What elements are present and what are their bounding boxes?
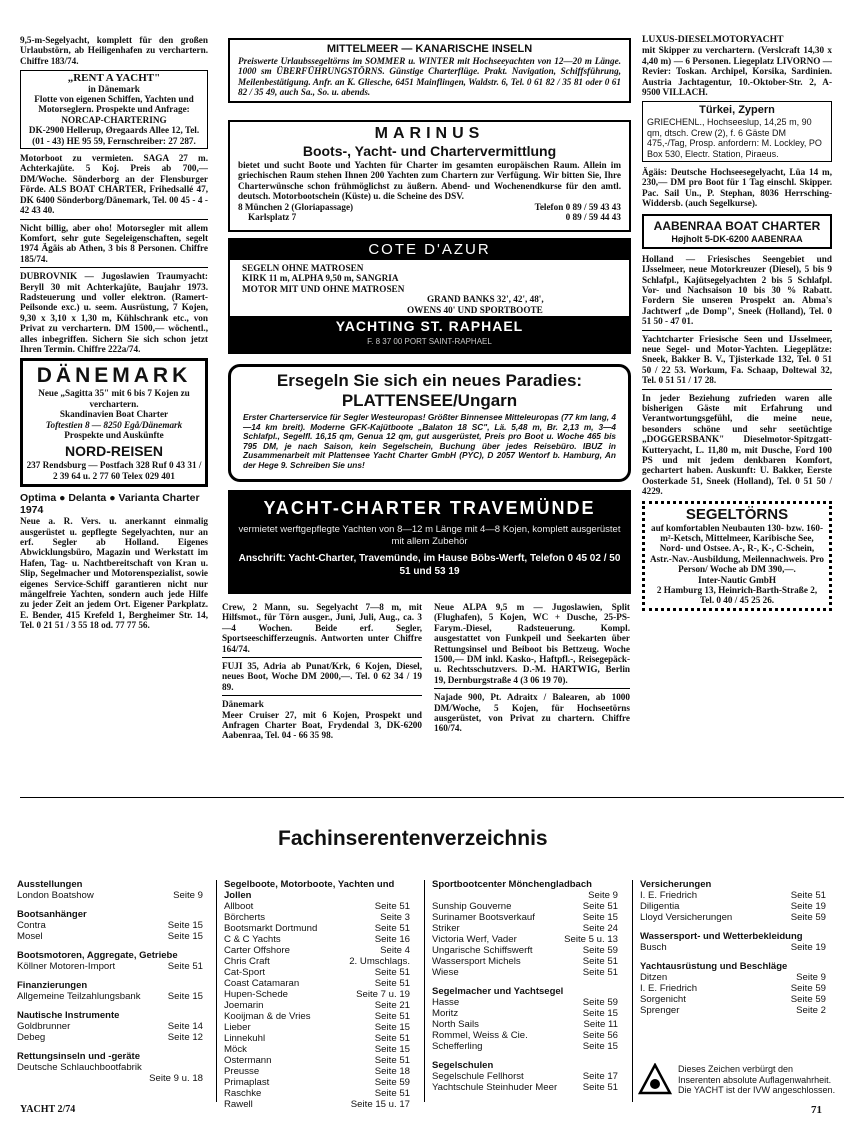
index-row: [224, 1011, 410, 1022]
ad-address: 8 München 2 (Gloriapassage): [238, 201, 354, 212]
index-row: [224, 934, 410, 945]
index-row: [432, 967, 618, 978]
ad-phone: Telefon 0 89 / 59 43 43: [534, 201, 621, 212]
classified-ad: Holland — Friesisches Seengebiet und IJsselmeer, neue Motorkreuzer (Diesel), 5 bis 9 Schlafpl., Kajütsegelyachten 2 bis 5 Schlafpl. Vor- und Nachsaison 10 bis 30 % Rabatt. Fordern Sie unseren Prospekt an. Abma's Jachtwerf „de Domp", Sneek (Holland), Tel. 0 51 50 - 47 01.: [642, 253, 832, 327]
index-advertiser: Victoria Werf, Vader: [432, 934, 517, 945]
ad-line: SEGELN OHNE MATROSEN: [242, 263, 364, 273]
index-row: [640, 912, 826, 923]
ad-body: [230, 260, 629, 315]
index-page-ref: Seite 21: [374, 1000, 410, 1011]
index-row: [224, 956, 410, 967]
index-page-ref: Seite 18: [374, 1066, 410, 1077]
ad-title: Optima ● Delanta ● Varianta Charter 1974: [20, 492, 200, 517]
index-page-ref: Seite 59: [582, 945, 618, 956]
index-advertiser: Wiese: [432, 967, 459, 978]
index-row: [432, 1008, 618, 1019]
index-row: [224, 1066, 410, 1077]
index-page-ref: Seite 19: [790, 942, 826, 953]
index-category-heading: Yachtausrüstung und Beschläge: [640, 961, 788, 972]
ad-title: SEGELTÖRNS: [685, 505, 789, 523]
index-advertiser: Chris Craft: [224, 956, 270, 967]
index-page-ref: Seite 9: [173, 890, 203, 901]
index-page-ref: Seite 59: [374, 1077, 410, 1088]
index-advertiser: Striker: [432, 923, 460, 934]
column-mid-right: [434, 602, 630, 734]
ad-tuerkei: [642, 101, 832, 162]
index-advertiser: Schefferling: [432, 1041, 483, 1052]
index-row: [17, 991, 203, 1002]
index-advertiser: Hasse: [432, 997, 460, 1008]
index-row: [224, 1000, 410, 1011]
index-row: [224, 989, 410, 1000]
index-page-ref: Seite 15: [167, 991, 203, 1002]
index-page-ref: Seite 15: [582, 1041, 618, 1052]
index-advertiser: Joemarin: [224, 1000, 264, 1011]
ad-subtitle: in Dänemark: [88, 83, 140, 94]
index-row: [224, 1077, 410, 1088]
ad-body: Erster Charterservice für Segler Westeuropas! Größter Binnensee Mitteleuropas (77 km lang, 4—14 km breit). Moderne GFK-Kajütboote „Balaton 18 SC", Lä. 5,48 m, Br. 2,13 m, 3—4 Schlafpl., Segelfl. 16,15 qm, Genua 12 qm, gut ausgerüstet, Preis pro Boot u. Woche 465 bis 795 DM, je nach Saison, kein Segelschein, Buchung über jedes Reisebüro. IBUZ in Zusammenarbeit mit Plattensee Yacht Charter GmbH (PYC), D 2057 Wentorf b. Hamburg, An der Hege 9. Schreiben Sie uns!: [243, 412, 616, 470]
index-advertiser: Börcherts: [224, 912, 266, 923]
index-row: [432, 945, 618, 956]
index-advertiser: Sorgenicht: [640, 994, 686, 1005]
ad-subtitle: Højholt 5-DK-6200 AABENRAA: [671, 233, 803, 244]
classified-ad: Neue ALPA 9,5 m — Jugoslawien, Split (Flughafen), 5 Kojen, WC + Dusche, 25-PS-Farym.-Diesel, Radsteuerung. Kompl. ausgestattet von Funkpeil und Seekarten über Rettungsinsel und Beiboot bis Bettzeug. Woche 1500,— DM inkl. Kasko-, Haftpfl.-, Reisegepäck- u. Rechtsschutzvers. D.-M. HARTWIG, Berlin 19, Dernburgstraße 4 (3 06 19 70).: [434, 602, 630, 685]
index-advertiser: Kooijman & de Vries: [224, 1011, 311, 1022]
index-page-ref: Seite 2: [796, 1005, 826, 1016]
ad-company: NORCAP-CHARTERING: [61, 114, 167, 125]
ad-body: vermietet werftgepflegte Yachten von 8—12 m Länge mit 4—8 Kojen, komplett ausgerüstet mit allem Zubehör: [238, 524, 621, 547]
index-page-ref: Seite 51: [374, 923, 410, 934]
index-advertiser: Lloyd Versicherungen: [640, 912, 733, 923]
index-advertiser: Moritz: [432, 1008, 459, 1019]
classified-ad: FUJI 35, Adria ab Punat/Krk, 6 Kojen, Diesel, neues Boot, Woche DM 2000,—. Tel. 0 62 34 / 19 89.: [222, 661, 422, 692]
classified-ad: Nicht billig, aber oho! Motorsegler mit allem Komfort, sehr gute Segeleigenschaften, segelt 1974 Ägäis ab Athen, 3 bis 8 Personen. Chiffre 185/74.: [20, 222, 208, 264]
index-page-ref: Seite 51: [374, 1033, 410, 1044]
index-category-heading: Nautische Instrumente: [17, 1010, 120, 1021]
index-page-ref: Seite 51: [582, 1082, 618, 1093]
index-row: [432, 923, 618, 934]
index-page-ref: Seite 51: [374, 1011, 410, 1022]
column-mid-left: [222, 602, 422, 741]
index-row: [17, 1021, 203, 1032]
index-row: [17, 920, 203, 931]
index-row: [432, 912, 618, 923]
index-page-ref: Seite 15: [167, 931, 203, 942]
index-advertiser: Möck: [224, 1044, 247, 1055]
index-advertiser: Primaplast: [224, 1077, 270, 1088]
index-page-ref: Seite 11: [583, 1019, 618, 1030]
index-title: Fachinserentenverzeichnis: [278, 827, 548, 850]
classified-ad: DUBROVNIK — Jugoslawien Traumyacht: Beryll 30 mit Achterkajüte, Baujahr 1973. Radsteuerung und voller elektron. (Ramert-Peilsonde exc.) u. seem. Ausrüstung, 7 Kojen, 9,30 x 3,10 x 1,30 m, Kühlschrank etc., von Privat zu verchartern. DM 1500,— wöchentl., alles inbegriffen. Sichern Sie sich schon jetzt Ihren Termin. Chiffre 222a/74.: [20, 271, 208, 354]
index-row: [640, 983, 826, 994]
index-row: [432, 997, 618, 1008]
ad-address: DK-2900 Hellerup, Øregaards Allee 12, Tel. (01 - 43) HE 95 59, Fernschreiber: 27 287.: [28, 125, 200, 146]
ad-title: LUXUS-DIESELMOTORYACHT: [642, 34, 784, 45]
index-page-ref: Seite 51: [374, 967, 410, 978]
index-column: [224, 879, 410, 1110]
index-advertiser: Debeg: [17, 1032, 46, 1043]
index-row: [432, 934, 618, 945]
index-column: [640, 879, 826, 1016]
index-advertiser: I. E. Friedrich: [640, 890, 698, 901]
ad-address: Karlsplatz 7: [248, 212, 297, 223]
index-row: [640, 972, 826, 983]
index-advertiser: Carter Offshore: [224, 945, 290, 956]
index-row: [640, 1005, 826, 1016]
index-page-ref: Seite 19: [790, 901, 826, 912]
ad-daenemark: [20, 358, 208, 487]
index-row: [17, 1062, 203, 1073]
index-col-rule: [424, 880, 425, 1102]
index-advertiser: Ostermann: [224, 1055, 272, 1066]
index-page-ref: Seite 51: [582, 956, 618, 967]
ad-band-phone: F. 8 37 00 PORT SAINT-RAPHAEL: [367, 337, 492, 346]
footer-issue: YACHT 2/74: [20, 1104, 76, 1115]
classified-ad: Najade 900, Pt. Adraitx / Balearen, ab 1000 DM/Woche, 5 Kojen, für Hochseetörns ausgerüstet, von Privat zu chartern. Chiffre 160/74.: [434, 692, 630, 734]
index-page-ref: Seite 51: [374, 1088, 410, 1099]
ad-body: GRIECHENL., Hochseeslup, 14,25 m, 90 qm, dtsch. Crew (2), f. 6 Gäste DM 475,-/Tag, Prosp. anfordern: M. Lockley, PO Box 530, Electr. Station, Piraeus.: [647, 117, 822, 159]
ivw-logo: [638, 1063, 672, 1097]
index-advertiser: Deutsche Schlauchbootfabrik: [17, 1062, 142, 1073]
index-row: [640, 994, 826, 1005]
index-page-ref: Seite 51: [374, 901, 410, 912]
index-row: [432, 890, 618, 901]
index-row: [17, 890, 203, 901]
index-row: [432, 956, 618, 967]
index-category-heading: Wassersport- und Wetterbekleidung: [640, 931, 803, 942]
index-advertiser: Mosel: [17, 931, 43, 942]
index-row: [17, 931, 203, 942]
index-advertiser: Ungarische Schiffswerft: [432, 945, 533, 956]
index-page-ref: Seite 51: [374, 978, 410, 989]
index-row: [224, 967, 410, 978]
ad-segeltoerns: [642, 501, 832, 611]
classified-ad: Motorboot zu vermieten. SAGA 27 m. Achterkajüte. 5 Koj. Preis ab 700,— DM/Woche. Sönderborg an der Flensburger Förde. ALS BOAT CHARTER, Frihedsallé 47, DK 6400 Sönderborg/Dänemark, Tel. 00 45 - 4 - 42 43 40.: [20, 153, 208, 216]
section-divider: [20, 797, 844, 798]
ad-title: MARINUS: [374, 125, 485, 142]
index-row: [432, 1030, 618, 1041]
index-advertiser: Raschke: [224, 1088, 262, 1099]
index-col-rule: [632, 880, 633, 1102]
index-page-ref: Seite 51: [167, 961, 203, 972]
index-advertiser: Ditzen: [640, 972, 668, 983]
index-row: [224, 1099, 410, 1110]
ad-body: bietet und sucht Boote und Yachten für Charter im gesamten europäischen Raum. Allein im griechischen Raum stehen Ihnen 200 Yachten zum Chartern zur Verfügung. Wir bitten Sie, Ihre Charterwünsche schon frühmöglichst zu äußern. Abend- und Wochenendkurse für den amtl. deutsch. Motorbootschein (Küste) u. die Scheine des DSV.: [238, 160, 621, 202]
ad-body: Preiswerte Urlaubssegeltörns im SOMMER u. WINTER mit Hochseeyachten von 12—20 m Länge. 1000 sm ÜBERFÜHRUNGSTÖRNS. Günstige Charterflüge. Prakt. Navigation, Schiffsführung, Meilenbestätigung. Anfr. an K. Gliesche, 6451 Mainflingen, Waldstr. 6, Tel. 0 61 82 / 35 81 oder 0 61 82 / 35 49, auch Sa., So. u. abends.: [238, 56, 621, 98]
ad-body: Flotte von eigenen Schiffen, Yachten und Motorseglern. Prospekte und Anfrage:: [34, 94, 194, 115]
index-category-heading: Versicherungen: [640, 879, 712, 890]
index-page-ref: Seite 15: [374, 1044, 410, 1055]
index-page-ref: Seite 24: [582, 923, 618, 934]
ad-title: Ersegeln Sie sich ein neues Paradies: PLATTENSEE/Ungarn: [276, 371, 583, 410]
divider: [642, 389, 832, 390]
index-advertiser: Sprenger: [640, 1005, 680, 1016]
ad-title: YACHT-CHARTER TRAVEMÜNDE: [263, 498, 596, 518]
ad-line: GRAND BANKS 32', 42', 48',: [427, 294, 544, 305]
classified-ad: Neue a. R. Vers. u. anerkannt einmalig ausgerüstet u. gepflegte Segelyachten, nur an erf. Segler ab Holland. Eigenes Abwicklungsbüro, Magazin und Werkstatt im Hafen, Tag- u. Nachtbereitschaft von Kran u. Slip, Segelmacher und Motorenspezialist, sowie eigenes Service-Schiff garantieren nicht nur mängelfreie Yachten, sondern auch jede Hilfe zu jeder Zeit an jedem Ort. Eigener Parkplatz. E. Bender, 415 Krefeld 1, Bergheimer Str. 14, Tel. 0 21 51 / 3 55 18 od. 77 77 56.: [20, 516, 208, 631]
ad-title: „RENT A YACHT": [67, 72, 161, 85]
index-advertiser: Lieber: [224, 1022, 251, 1033]
index-row: [224, 1088, 410, 1099]
ad-subtitle: Boots-, Yacht- und Chartervermittlung: [302, 143, 557, 159]
ad-company: Inter-Nautic GmbH: [698, 574, 776, 585]
index-row: [224, 1033, 410, 1044]
classified-ad: Yachtcharter Friesische Seen und IJsselmeer, neue Segel- und Motor-Yachten. Liegeplätze: Sneek, Bakker B. V., Tjisterkade 132, Tel. 0 51 50 / 22 53. Workum, Fa. Schaap, Doltewal 32, Tel. 0 51 51 / 17 28.: [642, 333, 832, 386]
index-page-ref: Seite 56: [582, 1030, 618, 1041]
index-advertiser: Cat-Sport: [224, 967, 266, 978]
ad-line: OWENS 40' UND SPORTBOOTE: [407, 304, 543, 315]
ad-title: MITTELMEER — KANARISCHE INSELN: [326, 43, 533, 55]
index-advertiser: Sunship Gouverne: [432, 901, 512, 912]
index-page-ref: Seite 14: [167, 1021, 203, 1032]
index-page-ref: Seite 16: [374, 934, 410, 945]
divider: [222, 657, 422, 658]
ad-phone: 0 89 / 59 44 43: [565, 212, 621, 223]
index-advertiser: Busch: [640, 942, 667, 953]
index-category-heading: Bootsanhänger: [17, 909, 87, 920]
ad-marinus: [228, 120, 631, 232]
index-row: [224, 923, 410, 934]
index-page-ref: Seite 59: [790, 994, 826, 1005]
index-page-ref: Seite 9 u. 18: [149, 1073, 203, 1084]
index-row: [17, 1032, 203, 1043]
ad-band: [230, 316, 629, 352]
divider: [222, 695, 422, 696]
divider: [434, 688, 630, 689]
index-advertiser: Goldbrunner: [17, 1021, 71, 1032]
ad-title: COTE D'AZUR: [230, 240, 629, 260]
classified-heading: Dänemark: [222, 699, 264, 710]
ad-mittelmeer: [228, 38, 631, 103]
classified-ad: 9,5-m-Segelyacht, komplett für den großen Urlaubstörn, ab Heiligenhafen zu verchartern. Chiffre 183/74.: [20, 35, 208, 66]
divider: [20, 267, 208, 268]
index-page-ref: Seite 59: [790, 912, 826, 923]
index-row: [224, 978, 410, 989]
index-category-heading: Finanzierungen: [17, 980, 88, 991]
classified-ad: Crew, 2 Mann, su. Segelyacht 7—8 m, mit Hilfsmot., für Törn ausger., Juni, Juli, Aug., ca. 3—4 Wochen. Beide erf. Segler, Sportseeschifferzeugnis. Antworten unter Chiffre 164/74.: [222, 602, 422, 654]
ad-line: MOTOR MIT UND OHNE MATROSEN: [242, 283, 405, 294]
index-page-ref: Seite 15: [582, 912, 618, 923]
index-page-ref: Seite 3: [380, 912, 410, 923]
index-page-ref: Seite 17: [582, 1071, 618, 1082]
index-page-ref: Seite 59: [582, 997, 618, 1008]
index-page-ref: Seite 51: [582, 967, 618, 978]
index-category-heading: Ausstellungen: [17, 879, 83, 890]
ad-aabenraa: [642, 214, 832, 249]
divider: [20, 219, 208, 220]
ad-title: Türkei, Zypern: [699, 104, 775, 117]
index-advertiser: North Sails: [432, 1019, 479, 1030]
ad-address: Anschrift: Yacht-Charter, Travemünde, im Hause Böbs-Werft, Telefon 0 45 02 / 50 51 und 53 19: [238, 553, 621, 577]
index-col-rule: [216, 880, 217, 1102]
index-advertiser: Bootsmarkt Dortmund: [224, 923, 318, 934]
ad-cote-dazur: [228, 238, 631, 354]
index-row: [640, 890, 826, 901]
index-row: [224, 1022, 410, 1033]
index-page-ref: Seite 51: [374, 1055, 410, 1066]
ad-title: DÄNEMARK: [36, 364, 192, 388]
index-category-heading: Sportbootcenter Mönchengladbach: [432, 879, 592, 890]
index-row: [224, 901, 410, 912]
ad-address: 2 Hamburg 13, Heinrich-Barth-Straße 2, Tel. 0 40 / 45 25 26.: [656, 585, 818, 606]
index-row: [224, 912, 410, 923]
column-left: [20, 35, 208, 631]
classified-ad: Meer Cruiser 27, mit 6 Kojen, Prospekt und Anfragen Charter Boat, Frydendal 3, DK-6200 Aabenraa, Tel. 04 - 66 35 98.: [222, 709, 422, 741]
index-row: [432, 1041, 618, 1052]
index-page-ref: Seite 59: [790, 983, 826, 994]
ivw-icon: [638, 1063, 672, 1097]
index-row: [17, 1073, 203, 1084]
index-page-ref: Seite 9: [588, 890, 618, 901]
ad-body: Neue „Sagitta 35" mit 6 bis 7 Kojen zu verchartern.: [38, 388, 190, 409]
index-column: [432, 879, 618, 1093]
index-advertiser: London Boatshow: [17, 890, 94, 901]
ad-contact: [238, 202, 621, 223]
index-advertiser: Diligentia: [640, 901, 680, 912]
index-advertiser: I. E. Friedrich: [640, 983, 698, 994]
index-row: [432, 901, 618, 912]
index-page-ref: Seite 4: [380, 945, 410, 956]
ad-address: Toftestien 8 — 8250 Egå/Dänemark: [45, 419, 183, 430]
index-category-heading: Segelschulen: [432, 1060, 494, 1071]
index-advertiser: Linnekuhl: [224, 1033, 266, 1044]
index-advertiser: Rawell: [224, 1099, 253, 1110]
ad-body: auf komfortablen Neubauten 130- bzw. 160-m²-Ketsch, Mittelmeer, Karibische See, Nord- und Ostsee. A-, R-, K-, C-Schein, Astr.-Nav.-Ausbildung, Meilennachweis. Pro Person/ Woche ab DM 390,—.: [649, 522, 825, 575]
index-advertiser: Contra: [17, 920, 46, 931]
index-page-ref: Seite 5 u. 13: [564, 934, 618, 945]
index-category-heading: Rettungsinseln und -geräte: [17, 1051, 140, 1062]
index-advertiser: Yachtschule Steinhuder Meer: [432, 1082, 558, 1093]
classified-ad: In jeder Beziehung zufrieden waren alle bisherigen Gäste mit Erfahrung und Verantwortungsgefühl, die meine neue, besonders schöne und sehr seetüchtige „DOGGERSBANK" Dieselmotor-Spitzgatt-Kutteryacht, L. 11,80 m, mit Dusche, Ford 100 PS und mit jedem denkbaren Komfort, gechartert haben. Auskunft: U. Bakker, Eerste Oosterkade 51, Sneek (Holland), Tel. 0 51 50 / 4229.: [642, 392, 832, 497]
index-row: [17, 961, 203, 972]
ad-title: AABENRAA BOAT CHARTER: [653, 218, 821, 233]
index-page-ref: Seite 51: [582, 901, 618, 912]
index-advertiser: Rommel, Weiss & Cie.: [432, 1030, 528, 1041]
ad-company: Skandinavien Boat Charter: [59, 409, 169, 420]
index-advertiser: Segelschule Fellhorst: [432, 1071, 524, 1082]
index-advertiser: Preusse: [224, 1066, 260, 1077]
index-advertiser: Allboot: [224, 901, 254, 912]
ad-plattensee: [228, 364, 631, 482]
index-category-heading: Bootsmotoren, Aggregate, Getriebe: [17, 950, 178, 961]
ad-rent-a-yacht: [20, 70, 208, 149]
index-advertiser: Wassersport Michels: [432, 956, 521, 967]
index-page-ref: Seite 7 u. 19: [356, 989, 410, 1000]
index-row: [224, 1055, 410, 1066]
divider: [642, 330, 832, 331]
index-advertiser: Coast Catamaran: [224, 978, 300, 989]
ad-travemuende: [228, 490, 631, 594]
index-advertiser: Hupen-Schede: [224, 989, 289, 1000]
index-row: [640, 942, 826, 953]
index-page-ref: Seite 15 u. 17: [350, 1099, 410, 1110]
index-page-ref: Seite 12: [167, 1032, 203, 1043]
ad-line: KIRK 11 m, ALPHA 9,50 m, SANGRIA: [242, 273, 399, 284]
index-advertiser: C & C Yachts: [224, 934, 281, 945]
index-page-ref: Seite 15: [582, 1008, 618, 1019]
index-row: [224, 1044, 410, 1055]
index-row: [640, 901, 826, 912]
index-advertiser: Allgemeine Teilzahlungsbank: [17, 991, 141, 1002]
ad-footer: Prospekte und Auskünfte: [64, 430, 164, 440]
index-row: [432, 1019, 618, 1030]
index-category-heading: Segelboote, Motorboote, Yachten und Jollen: [224, 879, 395, 901]
index-row: [432, 1082, 618, 1093]
index-page-ref: 2. Umschlags.: [349, 956, 410, 967]
ad-band-title: YACHTING ST. RAPHAEL: [335, 318, 524, 334]
ad-title-2: NORD-REISEN: [64, 443, 163, 460]
ivw-note: Dieses Zeichen verbürgt den Inserenten absolute Auflagenwahrheit. Die YACHT ist der IVW angeschlossen.: [678, 1064, 836, 1095]
index-column: [17, 879, 203, 1084]
index-category-heading: Segelmacher und Yachtsegel: [432, 986, 564, 997]
column-right: [642, 35, 832, 611]
index-page-ref: Seite 9: [796, 972, 826, 983]
index-page-ref: Seite 51: [790, 890, 826, 901]
index-row: [224, 945, 410, 956]
index-advertiser: Köllner Motoren-Import: [17, 961, 116, 972]
page-number: 71: [811, 1104, 822, 1116]
index-page-ref: Seite 15: [374, 1022, 410, 1033]
index-row: [432, 1071, 618, 1082]
ad-address-2: 237 Rendsburg — Postfach 328 Ruf 0 43 31 / 2 39 64 u. 2 77 60 Telex 029 401: [26, 460, 202, 481]
classified-ad: mit Skipper zu verchartern. (Verslcraft 14,30 x 4,40 m) — 6 Personen. Liegeplatz LIVORNO — Revier: Toskan. Archipel, Korsika, Sardinien. Austria Jachtagentur, 10.-Oktober-Str. 2, A-9500 VILLACH.: [642, 45, 832, 98]
index-page-ref: Seite 15: [167, 920, 203, 931]
index-advertiser: Surinamer Bootsverkauf: [432, 912, 535, 923]
classified-ad: Ägäis: Deutsche Hochseesegelyacht, Lüa 14 m, 230,— DM pro Boot für 1 Tag einschl. Skipper. Pac. Sail Un., P. Stephan, 8036 Herrsching-Widdersb. (auch Segelkurse).: [642, 167, 832, 209]
